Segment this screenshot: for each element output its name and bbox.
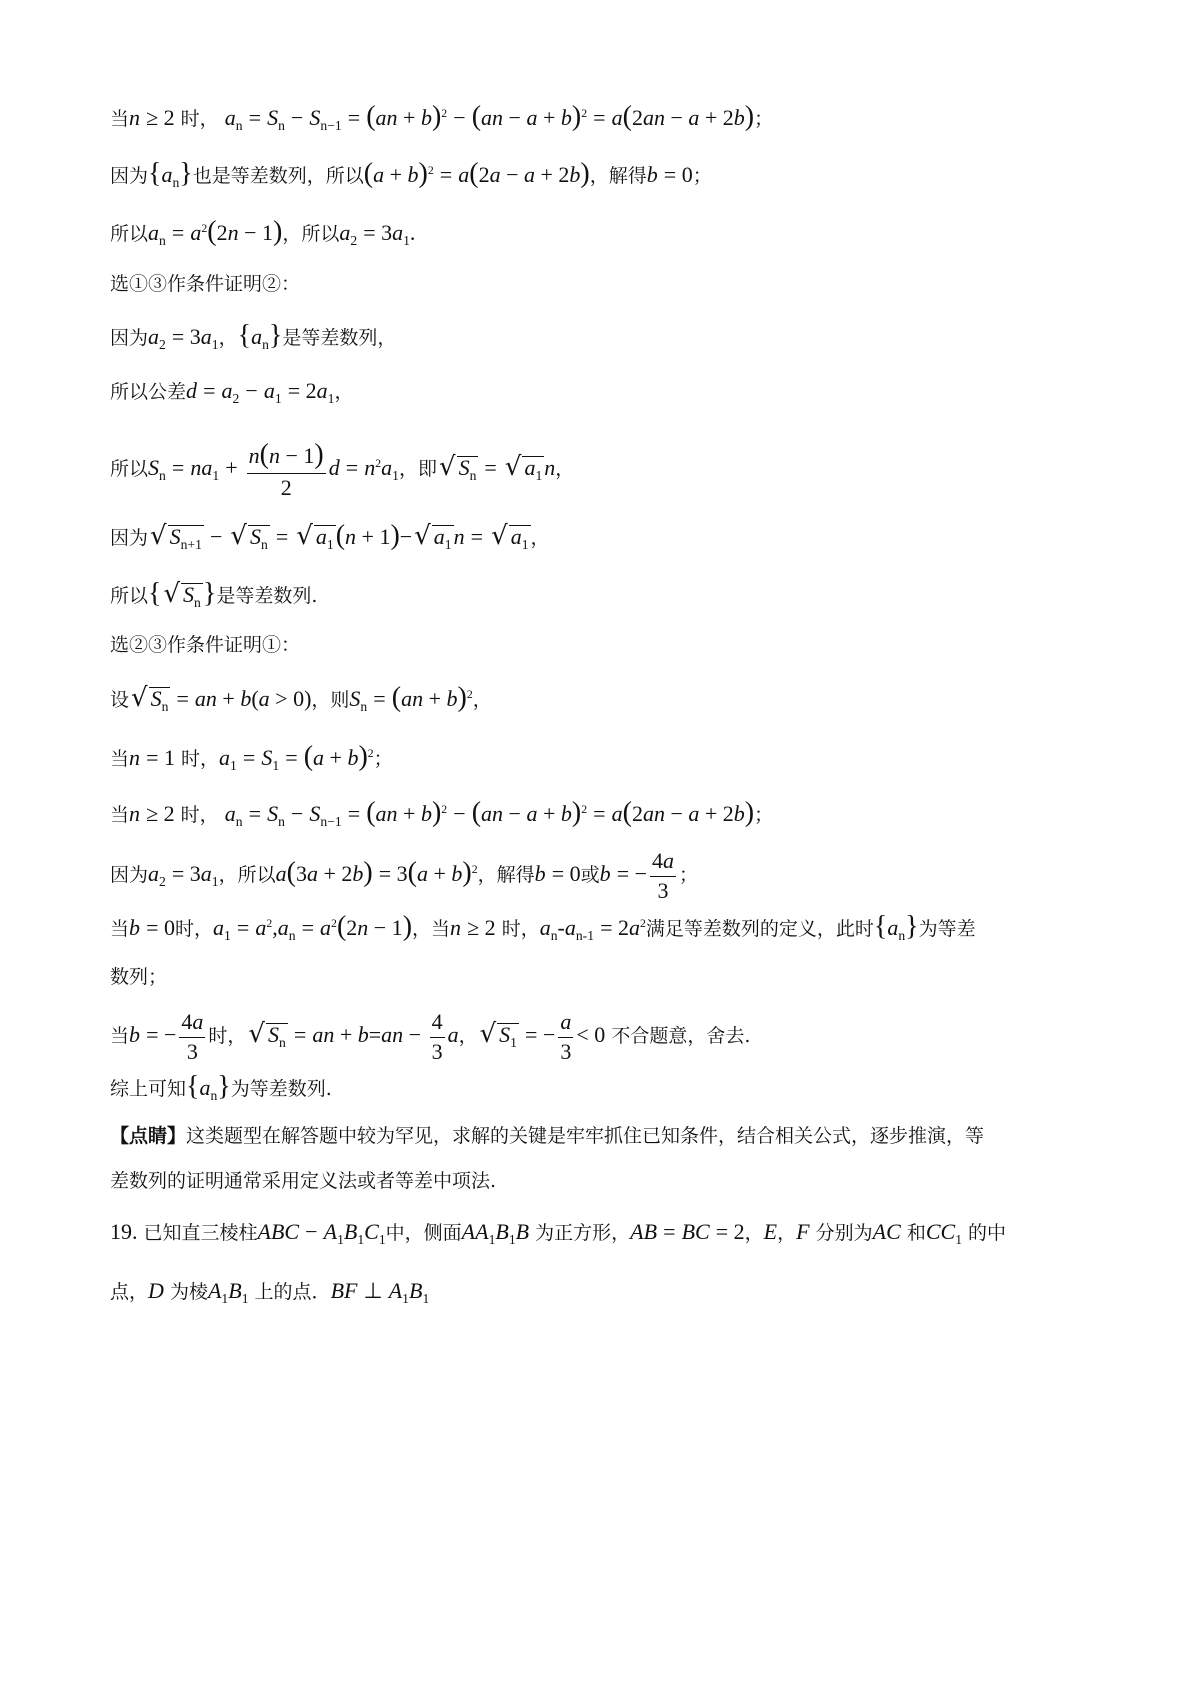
line-11: 设√ $S_n$ = an + b(a > 0)，则$S_n = (an + b)^2$， [110, 682, 492, 714]
line-13: 当n ≥ 2 时， $a_n = S_n - S_{n-1} = (an + b)^2 - (an - a + b)^2 = a(2an - a + 2b)$； [110, 797, 774, 829]
line-14: 因为$a_2 = 3a_1$，所以$a(3a + 2b) = 3(a + b)^2$，解得b = 0或b = − $\frac{4a}{3}$ ； [110, 848, 699, 903]
line-3: 所以$a_n = a^2(2n - 1)$，所以$a_2 = 3a_1$. [110, 216, 416, 248]
line-12: 当n = 1 时，$a_1 = S_1 = (a + b)^2$； [110, 741, 393, 773]
line-5: 因为$a_2 = 3a_1$，$\{a_n\}$是等差数列， [110, 320, 397, 352]
line-17: 当b = − $\frac{4a}{3}$ 时，√ $S_n$ = an + b=an − $\frac{4}{3}$ a，√ $S_1$ = − $\frac{a}{3}$ < 0 不合题意，舍去. [110, 1009, 751, 1064]
line-15: 当b = 0时，$a_1 = a^2,a_n = a^2(2n - 1)$，当n ≥ 2 时，$a_n-a_{n-1} = 2a^2$满足等差数列的定义，此时$\{a_n\}$为等差 [110, 911, 976, 943]
line-1: 当n ≥ 2 时， $a_n = S_n - S_{n-1} = (an + b)^2 - (an - a + b)^2 = a(2an - a + 2b)$； [110, 101, 774, 133]
line-18: 综上可知$\{a_n\}$为等差数列. [110, 1071, 332, 1103]
line-8: 因为√ $S_{n+1}$ − √ $S_n$ = √ $a_1(n + 1)-√$ $a_1n$ = √ $a_1$ ， [110, 520, 550, 552]
tip-tag: 【点睛】 [110, 1125, 187, 1147]
line-6: 所以公差$d = a_2 - a_1 = 2a_1$， [110, 378, 354, 406]
line-16: 数列； [110, 966, 168, 988]
line-21: 19. 已知直三棱柱ABC − $A_1B_1C_1$中，侧面$AA_1B_1B$ 为正方形，AB = BC = 2，E，F 分别为AC 和$CC_1$ 的中 [110, 1219, 1007, 1247]
line-9: 所以{√ $S_n$}是等差数列. [110, 578, 318, 610]
line-20: 差数列的证明通常采用定义法或者等差中项法. [110, 1170, 497, 1192]
line-2: 因为$\{a_n\}$也是等差数列，所以$(a + b)^2 = a(2a - a + 2b)$，解得b = 0； [110, 158, 712, 190]
line-4: 选①③作条件证明②： [110, 273, 301, 295]
question-number: 19. [110, 1219, 138, 1244]
line-10: 选②③作条件证明①： [110, 634, 301, 656]
line-7: 所以$S_n = na_1$ + $\frac{n(n - 1)}{2}$ $d = n^2a_1$，即√ $S_n$ = √ $a_1n$， [110, 439, 575, 501]
line-22: 点，D 为棱$A_1B_1$ 上的点．BF ⊥ $A_1B_1$ [110, 1278, 430, 1306]
line-19: 【点睛】这类题型在解答题中较为罕见，求解的关键是牢牢抓住已知条件，结合相关公式，逐步推演，等 [110, 1125, 985, 1147]
